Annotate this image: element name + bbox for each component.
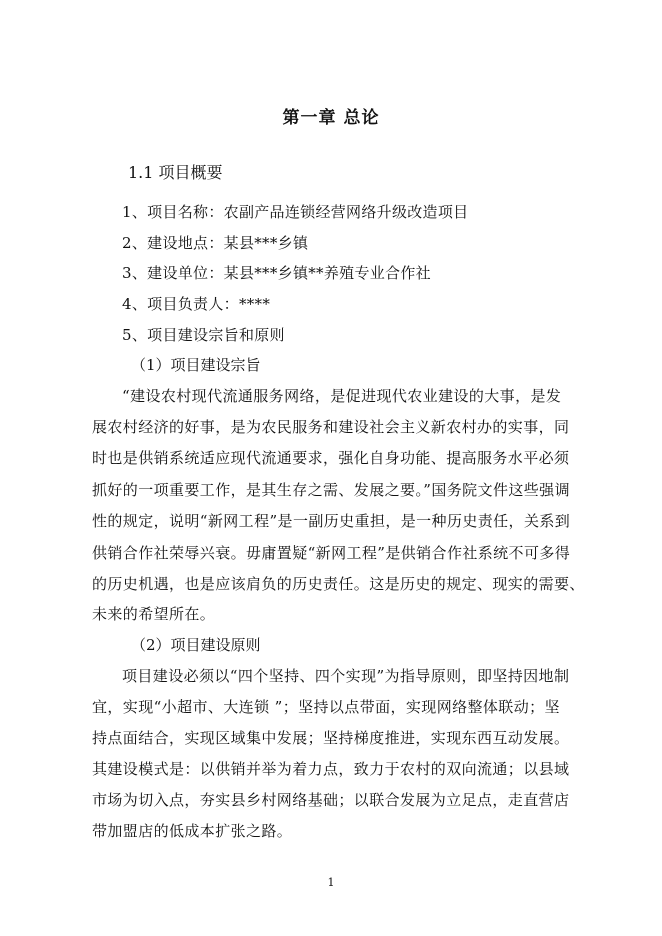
item-unit: 3、建设单位：某县***乡镇**养殖专业合作社: [122, 264, 431, 282]
purpose-line: 的历史机遇，也是应该肩负的历史责任。这是历史的规定、现实的需要、: [92, 575, 585, 593]
principle-line: 市场为切入点，夯实县乡村网络基础；以联合发展为立足点，走直营店: [92, 791, 570, 809]
purpose-line: 时也是供销系统适应现代流通要求，强化自身功能、提高服务水平必须: [92, 449, 570, 467]
principle-line: 宜，实现“小超市、大连锁 ”；坚持以点带面，实现网络整体联动；坚: [92, 698, 560, 716]
item-responsible: 4、项目负责人：****: [122, 295, 271, 313]
item-project-name: 1、项目名称：农副产品连锁经营网络升级改造项目: [122, 203, 469, 221]
chapter-title: 第一章 总论: [282, 108, 380, 128]
item-location: 2、建设地点：某县***乡镇: [122, 234, 309, 252]
purpose-line: “建设农村现代流通服务网络，是促进现代农业建设的大事，是发: [122, 387, 562, 405]
purpose-heading: （1）项目建设宗旨: [131, 356, 261, 374]
principle-line: 项目建设必须以“四个坚持、四个实现”为指导原则，即坚持因地制: [122, 667, 570, 685]
item-purpose-principle: 5、项目建设宗旨和原则: [122, 326, 285, 344]
purpose-line: 供销合作社荣辱兴衰。毋庸置疑“新网工程”是供销合作社系统不可多得: [92, 544, 571, 562]
page-number: 1: [327, 876, 335, 889]
principle-line: 带加盟店的低成本扩张之路。: [92, 822, 293, 840]
purpose-line: 抓好的一项重要工作，是其生存之需、发展之要。”国务院文件这些强调: [92, 481, 570, 499]
purpose-line: 性的规定，说明“新网工程”是一副历史重担，是一种历史责任，关系到: [92, 512, 571, 530]
purpose-line: 展农村经济的好事，是为农民服务和建设社会主义新农村办的实事，同: [92, 418, 570, 436]
purpose-line: 未来的希望所在。: [92, 605, 216, 623]
principle-heading: （2）项目建设原则: [131, 636, 261, 654]
principle-line: 持点面结合，实现区域集中发展；坚持梯度推进，实现东西互动发展。: [92, 729, 570, 747]
principle-line: 其建设模式是：以供销并举为着力点，致力于农村的双向流通；以县域: [92, 760, 570, 778]
section-heading: 1.1 项目概要: [128, 163, 223, 182]
